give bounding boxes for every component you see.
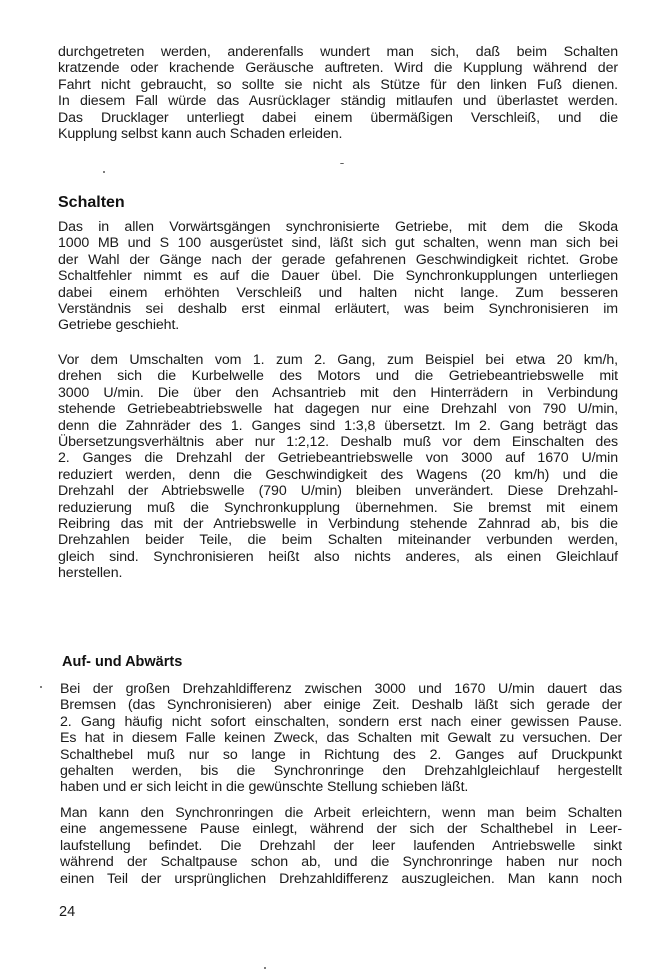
text-line: Vor dem Umschalten vom 1. zum 2. Gang, zum Beispiel bei etwa 20 km/h,	[58, 352, 618, 368]
text-line: durchgetreten werden, anderenfalls wundert man sich, daß beim Schalten	[58, 44, 618, 60]
text-line: reduziert werden, denn die Geschwindigkeit des Wagens (20 km/h) und die	[58, 466, 618, 483]
text-line: einen Teil der ursprünglichen Drehzahldifferenz auszugleichen. Man kann noch	[60, 870, 622, 887]
aufabwaerts-paragraph-2	[60, 805, 622, 887]
text-line: In diesem Fall würde das Ausrücklager ständig mitlaufen und überlastet werden.	[58, 93, 618, 110]
text-line: dabei einem erhöhten Verschleiß und halten nicht lange. Zum besseren	[58, 284, 618, 301]
section-heading-auf-und-abwaerts: Auf- und Abwärts	[62, 654, 183, 670]
text-line: eine angemessene Pause einlegt, während der sich der Schalthebel in Leer-	[60, 821, 622, 838]
text-line: 2. Ganges die Drehzahl der Getriebeantriebswelle von 3000 auf 1670 U/min	[58, 450, 618, 467]
text-line: drehen sich die Kurbelwelle des Motors und die Getriebeantriebswelle mit	[58, 368, 618, 385]
text-line: Bei der großen Drehzahldifferenz zwischen 3000 und 1670 U/min dauert das	[60, 681, 622, 697]
text-line: während der Schaltpause schon ab, und die Synchronringe haben nur noch	[60, 854, 622, 871]
text-line: laufstellung befindet. Die Drehzahl der leer laufenden Antriebswelle sinkt	[60, 837, 622, 854]
text-line: Getriebe geschieht.	[58, 317, 180, 334]
text-line: Das in allen Vorwärtsgängen synchronisierte Getriebe, mit dem die Skoda	[58, 219, 618, 235]
text-line: Bremsen (das Synchronisieren) aber einige Zeit. Deshalb läßt sich gerade der	[60, 697, 622, 714]
page-number: 24	[59, 904, 76, 920]
text-line: 2. Gang häufig nicht sofort einschalten, sondern erst nach einer gewissen Pause.	[60, 713, 622, 730]
text-line: gleich sind. Synchronisieren heißt also nichts anderes, als einen Gleichlauf	[58, 548, 618, 565]
text-line: Reibring das mit der Antriebswelle in Verbindung stehende Zahnrad ab, bis die	[58, 516, 618, 533]
text-line: 3000 U/min. Die über den Achsantrieb mit den Hinterrädern in Verbindung	[58, 384, 618, 401]
section-heading-schalten: Schalten	[58, 194, 125, 211]
text-line: Verständnis sei deshalb erst einmal erläutert, was beim Synchronisieren im	[58, 301, 618, 318]
text-line: kratzende oder krachende Geräusche auftreten. Wird die Kupplung während der	[58, 60, 618, 77]
text-line: Übersetzungsverhältnis aber nur 1:2,12. Deshalb muß vor dem Einschalten des	[58, 434, 618, 451]
scan-speck	[40, 686, 42, 688]
text-line: Fahrt nicht gebraucht, so sollte sie nicht als Stütze für den linken Fuß dienen.	[58, 76, 618, 93]
text-line: Kupplung selbst kann auch Schaden erleiden.	[58, 126, 343, 143]
text-line: Das Drucklager unterliegt dabei einem übermäßigen Verschleiß, und die	[58, 109, 618, 126]
text-line: herstellen.	[58, 565, 123, 582]
text-line: Schalthebel muß nur so lange in Richtung des 2. Ganges auf Druckpunkt	[60, 746, 622, 763]
text-line: stehende Getriebeabtriebswelle hat dagegen nur eine Drehzahl von 790 U/min,	[58, 401, 618, 418]
schalten-paragraph-1	[58, 219, 618, 334]
text-line: gehalten werden, bis die Synchronringe den Drehzahlgleichlauf hergestellt	[60, 763, 622, 780]
text-line: Drehzahl der Abtriebswelle (790 U/min) bleiben unverändert. Diese Drehzahl-	[58, 483, 618, 500]
text-line: Es hat in diesem Falle keinen Zweck, das Schalten mit Gewalt zu versuchen. Der	[60, 730, 622, 747]
text-line: 1000 MB und S 100 ausgerüstet sind, läßt sich gut schalten, wenn man sich bei	[58, 235, 618, 252]
scan-speck	[103, 171, 105, 173]
intro-paragraph	[58, 44, 618, 142]
scan-speck	[264, 967, 266, 969]
text-line: haben und er sich leicht in die gewünschte Stellung schieben läßt.	[60, 779, 469, 796]
text-line: Schaltfehler nimmt es auf die Dauer übel. Die Synchronkupplungen unterliegen	[58, 268, 618, 285]
schalten-paragraph-2	[58, 352, 618, 582]
text-line: Drehzahlen beider Teile, die beim Schalten miteinander verbunden werden,	[58, 532, 618, 549]
text-line: der Wahl der Gänge nach der gerade gefahrenen Geschwindigkeit richtet. Grobe	[58, 251, 618, 268]
aufabwaerts-paragraph-1	[60, 681, 622, 796]
text-line: reduzierung muß die Synchronkupplung übernehmen. Sie bremst mit einem	[58, 499, 618, 516]
scan-speck	[340, 163, 344, 164]
text-line: denn die Zahnräder des 1. Ganges sind 1:3,8 übersetzt. Im 2. Gang beträgt das	[58, 417, 618, 434]
text-line: Man kann den Synchronringen die Arbeit erleichtern, wenn man beim Schalten	[60, 805, 622, 821]
